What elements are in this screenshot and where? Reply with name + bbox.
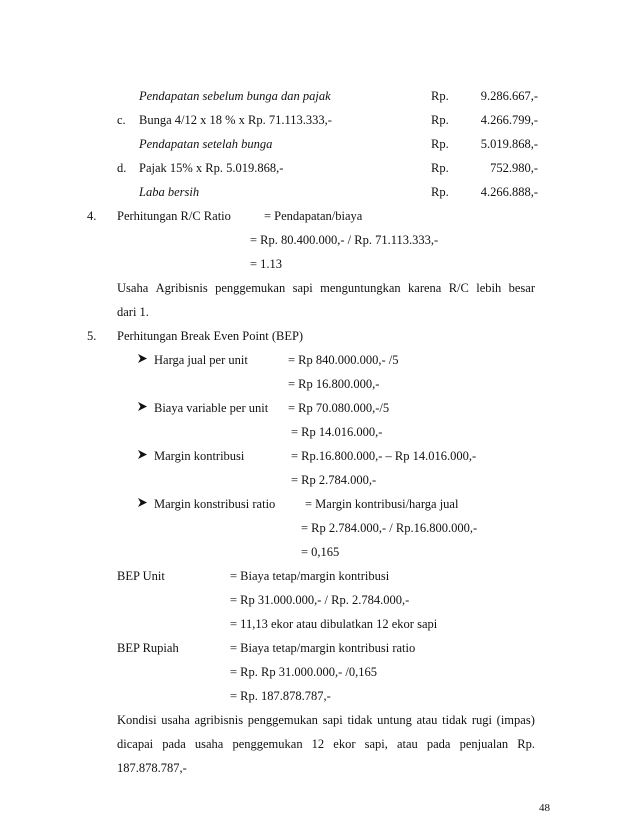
margin-kontribusi-eq-1: = Rp.16.800.000,- – Rp 14.016.000,- — [291, 449, 477, 463]
harga-jual-eq-2: = Rp 16.800.000,- — [288, 377, 380, 391]
margin-kontribusi-eq-2: = Rp 2.784.000,- — [291, 473, 377, 487]
biaya-variable-eq-1: = Rp 70.080.000,-/5 — [288, 401, 390, 415]
margin-ratio-eq-1: = Margin kontribusi/harga jual — [305, 497, 459, 511]
word: pada — [162, 737, 186, 751]
word: untung — [377, 713, 412, 727]
word: lebih — [476, 281, 502, 295]
word: penggemukan — [215, 281, 286, 295]
margin-kontribusi-label: Margin kontribusi — [154, 449, 245, 463]
rc-substitution: = Rp. 80.400.000,- / Rp. 71.113.333,- — [250, 233, 439, 247]
word: Kondisi — [117, 713, 157, 727]
pre-interest-value: 9.286.667,- — [480, 89, 538, 103]
word: 12 — [311, 737, 325, 751]
margin-ratio-label: Margin konstribusi ratio — [154, 497, 276, 511]
word: Usaha — [117, 281, 149, 295]
bep-rupiah-eq-2: = Rp. Rp 31.000.000,- /0,165 — [230, 665, 377, 679]
word: atau — [396, 737, 418, 751]
bep-conclusion-line-3: 187.878.787,- — [117, 761, 187, 775]
bep-rupiah-label: BEP Rupiah — [117, 641, 179, 655]
word: rugi — [471, 713, 492, 727]
after-interest-label: Pendapatan setelah bunga — [139, 137, 273, 151]
rc-conclusion-line-2: dari 1. — [117, 305, 149, 319]
word: menguntungkan — [320, 281, 401, 295]
word: pada — [426, 737, 451, 751]
bep-conclusion-line-2 — [117, 736, 535, 752]
word: penggemukan — [247, 713, 318, 727]
word: agribisnis — [194, 713, 244, 727]
word: ekor — [333, 737, 356, 751]
margin-ratio-eq-2: = Rp 2.784.000,- / Rp.16.800.000,- — [301, 521, 478, 535]
word: sapi — [322, 713, 343, 727]
arrow-bullet-icon — [137, 400, 148, 416]
item-c-currency: Rp. — [431, 113, 449, 127]
bep-conclusion-line-1 — [117, 712, 535, 728]
item-d-currency: Rp. — [431, 161, 449, 175]
section-4-title: Perhitungan R/C Ratio — [117, 209, 231, 223]
margin-ratio-eq-3: = 0,165 — [301, 545, 340, 559]
bep-unit-eq-3: = 11,13 ekor atau dibulatkan 12 ekor sapi — [230, 617, 438, 631]
section-4-number: 4. — [87, 209, 97, 223]
word: tidak — [347, 713, 373, 727]
pre-interest-currency: Rp. — [431, 89, 449, 103]
word: R/C — [448, 281, 469, 295]
biaya-variable-eq-2: = Rp 14.016.000,- — [291, 425, 383, 439]
net-profit-value: 4.266.888,- — [480, 185, 538, 199]
arrow-bullet-icon — [137, 352, 148, 368]
item-c-value: 4.266.799,- — [480, 113, 538, 127]
word: dicapai — [117, 737, 154, 751]
item-d-value: 752.980,- — [490, 161, 538, 175]
bep-unit-eq-1: = Biaya tetap/margin kontribusi — [230, 569, 390, 583]
word: (impas) — [496, 713, 535, 727]
harga-jual-eq-1: = Rp 840.000.000,- /5 — [288, 353, 399, 367]
after-interest-value: 5.019.868,- — [480, 137, 538, 151]
word: karena — [408, 281, 442, 295]
word: besar — [508, 281, 535, 295]
item-d-text: Pajak 15% x Rp. 5.019.868,- — [139, 161, 284, 175]
word: penjualan — [459, 737, 509, 751]
word: atau — [416, 713, 438, 727]
item-c-text: Bunga 4/12 x 18 % x Rp. 71.113.333,- — [139, 113, 332, 127]
net-profit-currency: Rp. — [431, 185, 449, 199]
pre-interest-label: Pendapatan sebelum bunga dan pajak — [139, 89, 331, 103]
item-d-marker: d. — [117, 161, 127, 175]
bep-rupiah-eq-1: = Biaya tetap/margin kontribusi ratio — [230, 641, 416, 655]
page-number: 48 — [539, 802, 550, 814]
word: sapi, — [364, 737, 388, 751]
word: usaha — [161, 713, 190, 727]
item-c-marker: c. — [117, 113, 126, 127]
rc-conclusion-line-1 — [117, 280, 535, 296]
arrow-bullet-icon — [137, 496, 148, 512]
word: Agribisnis — [155, 281, 208, 295]
rc-formula: = Pendapatan/biaya — [264, 209, 363, 223]
biaya-variable-label: Biaya variable per unit — [154, 401, 269, 415]
bep-unit-label: BEP Unit — [117, 569, 165, 583]
section-5-number: 5. — [87, 329, 97, 343]
word: tidak — [442, 713, 468, 727]
word: sapi — [292, 281, 313, 295]
arrow-bullet-icon — [137, 448, 148, 464]
word: Rp. — [517, 737, 535, 751]
rc-result: = 1.13 — [250, 257, 283, 271]
harga-jual-label: Harga jual per unit — [154, 353, 248, 367]
bep-unit-eq-2: = Rp 31.000.000,- / Rp. 2.784.000,- — [230, 593, 410, 607]
word: penggemukan — [232, 737, 303, 751]
section-5-title: Perhitungan Break Even Point (BEP) — [117, 329, 304, 343]
after-interest-currency: Rp. — [431, 137, 449, 151]
word: usaha — [194, 737, 224, 751]
bep-rupiah-eq-3: = Rp. 187.878.787,- — [230, 689, 331, 703]
net-profit-label: Laba bersih — [139, 185, 200, 199]
